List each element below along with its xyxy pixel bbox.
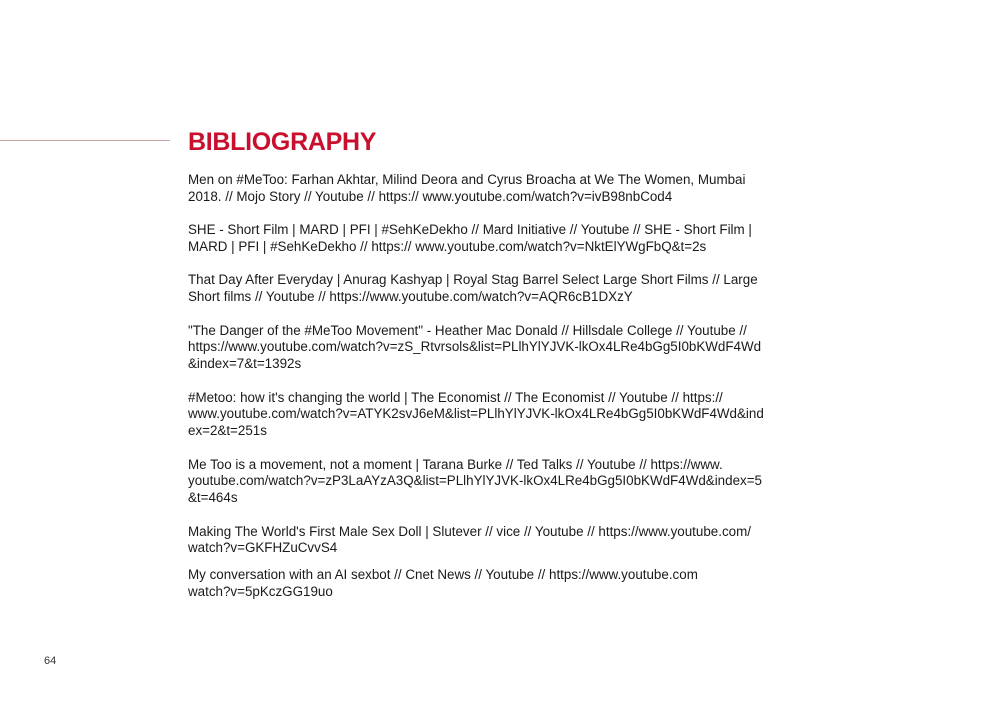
- entry-line: That Day After Everyday | Anurag Kashyap | Royal Stag Barrel Select Large Short Films // Large: [188, 272, 758, 288]
- bibliography-entry: [188, 272, 788, 306]
- bibliography-entry: [188, 390, 788, 440]
- entry-line: watch?v=GKFHZuCvvS4: [188, 540, 338, 556]
- entry-line: #Metoo: how it's changing the world | The Economist // The Economist // Youtube // https://: [188, 389, 723, 405]
- bibliography-entry: [188, 457, 788, 507]
- entry-line: Making The World's First Male Sex Doll | Slutever // vice // Youtube // https://www.youtube.com/: [188, 523, 751, 539]
- page-title: BIBLIOGRAPHY: [188, 128, 377, 156]
- bibliography-entry: [188, 323, 788, 373]
- decorative-rule: [0, 140, 170, 141]
- bibliography-list: [188, 172, 788, 601]
- entry-line: www.youtube.com/watch?v=ATYK2svJ6eM&list=PLlhYlYJVK-lkOx4LRe4bGg5I0bKWdF4Wd&ind: [188, 406, 764, 422]
- page-number: 64: [44, 655, 57, 667]
- entry-line: ex=2&t=251s: [188, 423, 267, 439]
- entry-line: "The Danger of the #MeToo Movement" - Heather Mac Donald // Hillsdale College // Youtube //: [188, 322, 747, 338]
- entry-line: &index=7&t=1392s: [188, 356, 302, 372]
- entry-line: SHE - Short Film | MARD | PFI | #SehKeDekho // Mard Initiative // Youtube // SHE - Short Film |: [188, 222, 752, 238]
- entry-line: 2018. // Mojo Story // Youtube // https:// www.youtube.com/watch?v=ivB98nbCod4: [188, 188, 673, 204]
- entry-line: Short films // Youtube // https://www.youtube.com/watch?v=AQR6cB1DXzY: [188, 289, 633, 305]
- entry-line: MARD | PFI | #SehKeDekho // https:// www.youtube.com/watch?v=NktElYWgFbQ&t=2s: [188, 238, 707, 254]
- entry-line: https://www.youtube.com/watch?v=zS_Rtvrsols&list=PLlhYlYJVK-lkOx4LRe4bGg5I0bKWdF4Wd: [188, 339, 762, 355]
- bibliography-entry: [188, 567, 788, 601]
- bibliography-entry: [188, 524, 788, 558]
- entry-line: My conversation with an AI sexbot // Cnet News // Youtube // https://www.youtube.com: [188, 567, 698, 583]
- entry-line: &t=464s: [188, 490, 238, 506]
- bibliography-entry: [188, 172, 788, 206]
- entry-line: watch?v=5pKczGG19uo: [188, 583, 333, 599]
- bibliography-entry: [188, 222, 788, 256]
- entry-line: Me Too is a movement, not a moment | Tarana Burke // Ted Talks // Youtube // https://www.: [188, 456, 723, 472]
- entry-line: Men on #MeToo: Farhan Akhtar, Milind Deora and Cyrus Broacha at We The Women, Mumbai: [188, 172, 746, 187]
- entry-line: youtube.com/watch?v=zP3LaAYzA3Q&list=PLlhYlYJVK-lkOx4LRe4bGg5I0bKWdF4Wd&index=5: [188, 473, 762, 489]
